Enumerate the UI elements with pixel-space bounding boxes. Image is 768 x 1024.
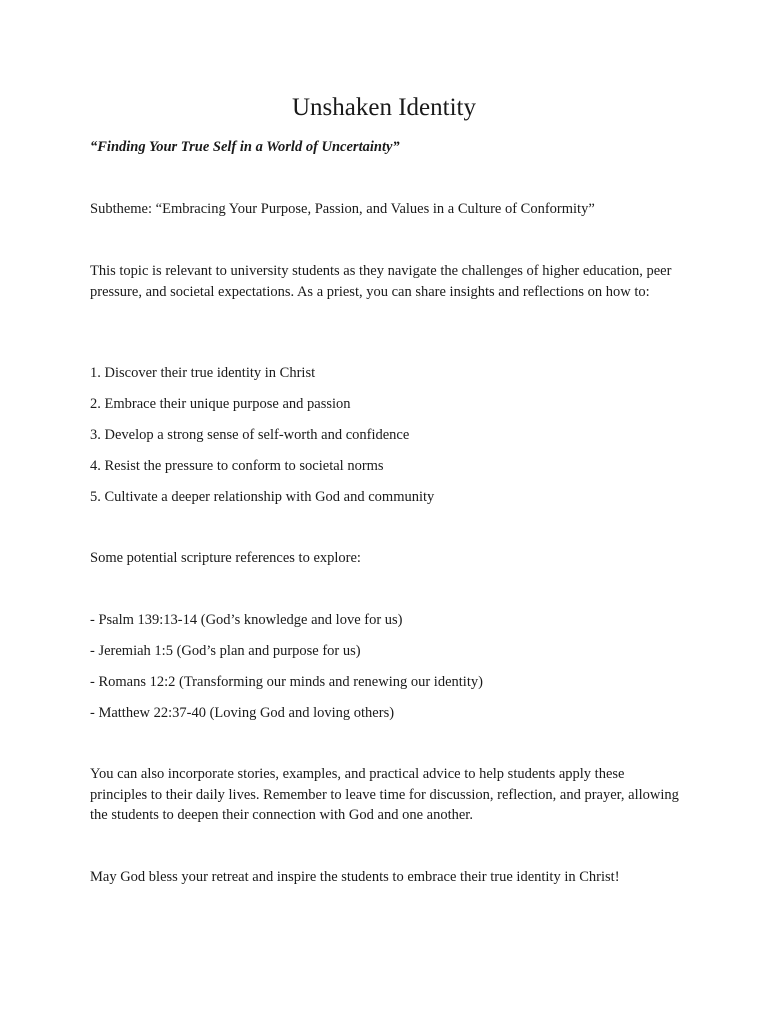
closing-advice-paragraph: You can also incorporate stories, examples, and practical advice to help students apply these principles to their daily lives. Remember to leave time for discussion, reflection, and prayer, allowing the students to deepen their connection with God and one another.: [90, 766, 679, 823]
scripture-item: - Romans 12:2 (Transforming our minds and renewing our identity): [90, 674, 483, 690]
goal-item: 3. Develop a strong sense of self-worth and confidence: [90, 427, 410, 443]
scripture-intro-paragraph: Some potential scripture references to explore:: [90, 550, 361, 566]
subtheme-paragraph: Subtheme: “Embracing Your Purpose, Passion, and Values in a Culture of Conformity”: [90, 201, 595, 217]
goal-item: 5. Cultivate a deeper relationship with God and community: [90, 489, 435, 505]
goal-item: 4. Resist the pressure to conform to societal norms: [90, 458, 384, 474]
intro-paragraph: This topic is relevant to university students as they navigate the challenges of higher education, peer pressure, and societal expectations. As a priest, you can share insights and reflections on how to:: [90, 263, 672, 300]
scripture-item: - Psalm 139:13-14 (God’s knowledge and love for us): [90, 612, 403, 628]
scripture-item: - Jeremiah 1:5 (God’s plan and purpose for us): [90, 643, 361, 659]
document-tagline: “Finding Your True Self in a World of Uncertainty”: [90, 139, 400, 155]
goal-item: 2. Embrace their unique purpose and passion: [90, 396, 351, 412]
blessing-paragraph: May God bless your retreat and inspire the students to embrace their true identity in Christ!: [90, 869, 620, 885]
goal-item: 1. Discover their true identity in Christ: [90, 365, 316, 381]
scripture-list: [90, 610, 680, 734]
document-title: Unshaken Identity: [292, 94, 476, 121]
scripture-item: - Matthew 22:37-40 (Loving God and loving others): [90, 705, 395, 721]
goals-list: [90, 363, 680, 518]
